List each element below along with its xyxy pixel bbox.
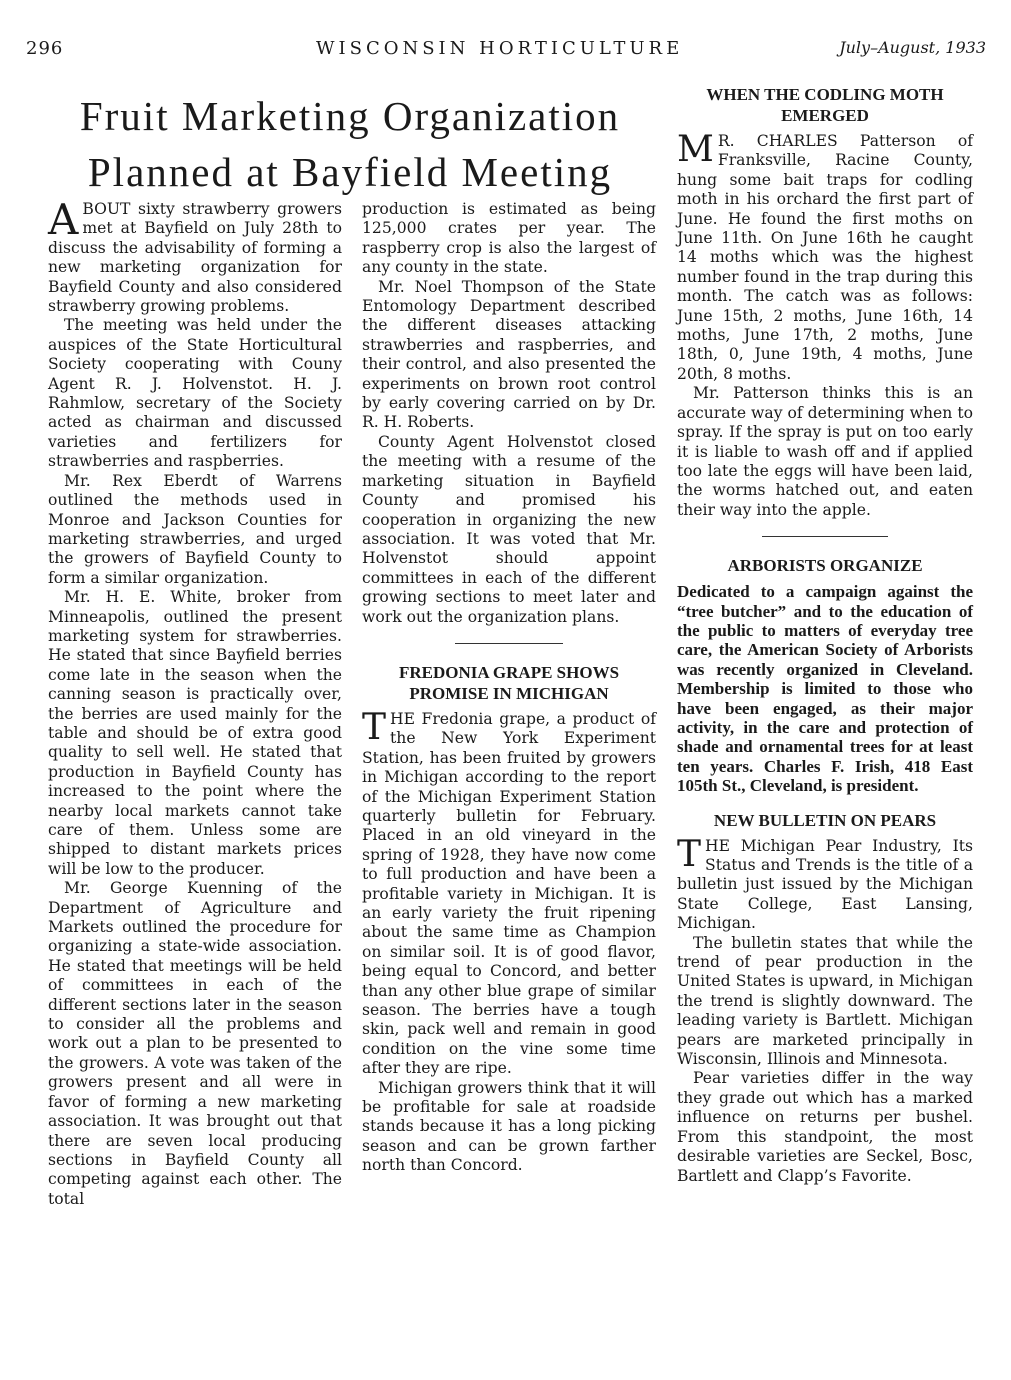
main-paragraph-7: Mr. Noel Thompson of the State Entomology Department described the different diseases attacking strawberries and raspberries, and their control, and also presented the experiments on brown root control by early covering carried on by Dr. R. H. Roberts. bbox=[362, 277, 656, 432]
pears-paragraph-2: The bulletin states that while the trend of pear production in the United States is upward, in Michigan the trend is slightly downward. The leading variety is Bartlett. Michigan pears are marketed principally in Wisconsin, Illinois and Minnesota. bbox=[677, 933, 973, 1069]
column-2 bbox=[362, 200, 656, 1176]
issue-date: July–August, 1933 bbox=[839, 38, 986, 57]
main-title-line-1: Fruit Marketing Organization bbox=[79, 93, 621, 139]
codling-p1-text: R. CHARLES Patterson of Franksville, Racine County, hung some bait traps for codling moth in his orchard the first part of June. He found the first moths on June 11th. On June 16th he caught 14 moths which was the highest number found in the trap during this month. The catch was as follows: June 15th, 2 moths, June 16th, 14 moths, June 17th, 2 moths, June 18th, 0, June 19th, 4 moths, June 20th, 8 moths. bbox=[677, 132, 973, 383]
main-paragraph-3: Mr. Rex Eberdt of Warrens outlined the methods used in Monroe and Jackson Counties for marketing strawberries, and urged the growers of Bayfield County to form a similar organization. bbox=[48, 471, 342, 587]
arborists-heading: ARBORISTS ORGANIZE bbox=[727, 556, 923, 576]
column-1 bbox=[48, 195, 342, 1209]
column-3 bbox=[677, 84, 973, 1186]
main-p1-text: BOUT sixty strawberry growers met at Bayfield on July 28th to discuss the advisability of forming a new marketing organization for Bayfield County and also considered strawberry growing problems. bbox=[48, 200, 342, 316]
pears-paragraph-3: Pear varieties differ in the way they grade out which has a marked influence on returns per bushel. From this standpoint, the most desirable varieties are Seckel, Bosc, Bartlett and Clapp’s Favorite. bbox=[677, 1069, 973, 1185]
pears-paragraph-1 bbox=[677, 833, 973, 934]
main-paragraph-4: Mr. H. E. White, broker from Minneapolis, outlined the present marketing system for strawberries. He stated that since Bayfield berries come late in the season when the canning season is practically over, the berries are used mainly for the table and should be of extra good quality to sell well. He stated that production in Bayfield County has increased to the point where the nearby local markets cannot take care of them. Unless some are shipped to distant markets prices will be low to the producer. bbox=[48, 588, 342, 878]
pears-dropcap: T bbox=[677, 833, 702, 875]
codling-paragraph-2: Mr. Patterson thinks this is an accurate way of determining when to spray. If the spray is put on too early it is liable to wash off and if applied too late the eggs will have been laid, the worms hatched out, and eaten their way into the apple. bbox=[677, 384, 973, 519]
arborists-paragraph: Dedicated to a campaign against the “tree butcher” and to the education of the public to matters of everyday tree care, the American Society of Arborists was recently organized in Cleveland. Membership is limited to those who have been engaged, as their major activity, in the care and protection of shade and ornamental trees for at least ten years. Charles F. Irish, 418 East 105th St., Cleveland, is president. bbox=[677, 582, 973, 796]
fredonia-paragraph-2: Michigan growers think that it will be profitable for sale at roadside stands because it has a long picking season and can be grown farther north than Concord. bbox=[362, 1078, 656, 1175]
page-number: 296 bbox=[26, 38, 64, 59]
main-dropcap: A bbox=[48, 195, 79, 244]
main-paragraph-8: County Agent Holvenstot closed the meeting with a resume of the marketing situation in Bayfield County and promised his cooperation in organizing the new association. It was voted that Mr. Holvenstot should appoint committees in each of the different growing sections to meet later and work out the organization plans. bbox=[362, 432, 656, 626]
main-paragraph-5: Mr. George Kuenning of the Department of Agriculture and Markets outlined the procedure for organizing a state-wide association. He stated that meetings will be held of committees in each of the different sections later in the season to consider all the problems and work out a plan to be presented to the growers. A vote was taken of the growers present and all were in favor of forming a new marketing association. It was brought out that there are seven local producing sections in Bayfield County all competing against each other. The total bbox=[48, 879, 342, 1208]
codling-heading: WHEN THE CODLING MOTH EMERGED bbox=[706, 85, 944, 125]
pears-p1-text: HE Michigan Pear Industry, Its Status and Trends is the title of a bulletin just issued by the Michigan State College, East Lansing, Michigan. bbox=[677, 836, 973, 933]
fredonia-paragraph-1 bbox=[362, 706, 656, 1079]
main-article-title bbox=[40, 88, 660, 200]
fredonia-heading: FREDONIA GRAPE SHOWS PROMISE IN MICHIGAN bbox=[398, 662, 620, 703]
codling-dropcap: M bbox=[677, 129, 714, 170]
main-paragraph-1 bbox=[48, 195, 342, 316]
main-title-line-2: Planned at Bayfield Meeting bbox=[87, 149, 613, 195]
fredonia-dropcap: T bbox=[362, 706, 387, 748]
divider-rule bbox=[762, 536, 888, 537]
divider-rule bbox=[455, 643, 563, 644]
main-paragraph-6: production is estimated as being 125,000 crates per year. The raspberry crop is also the largest of any county in the state. bbox=[362, 200, 656, 277]
fredonia-p1-text: HE Fredonia grape, a product of the New York Experiment Station, has been fruited by growers in Michigan according to the report of the Michigan Experiment Station quarterly bulletin for February. Placed in an old vineyard in the spring of 1928, they have now come to full production and have been a profitable variety in Michigan. It is an early variety the fruit ripening about the same time as Champion on similar soil. It is of good flavor, being equal to Concord, and better than any other blue grape of similar season. The berries have a tough skin, pack well and remain in good condition on the vine some time after they are ripe. bbox=[362, 709, 656, 1078]
pears-heading: NEW BULLETIN ON PEARS bbox=[713, 810, 937, 830]
page-header bbox=[26, 38, 986, 62]
journal-title: WISCONSIN HORTICULTURE bbox=[316, 38, 684, 59]
codling-paragraph-1 bbox=[677, 129, 973, 384]
main-paragraph-2: The meeting was held under the auspices of the State Horticultural Society cooperating with Couny Agent R. J. Holvenstot. H. J. Rahmlow, secretary of the Society acted as chairman and discussed varieties and fertilizers for strawberries and raspberries. bbox=[48, 316, 342, 471]
